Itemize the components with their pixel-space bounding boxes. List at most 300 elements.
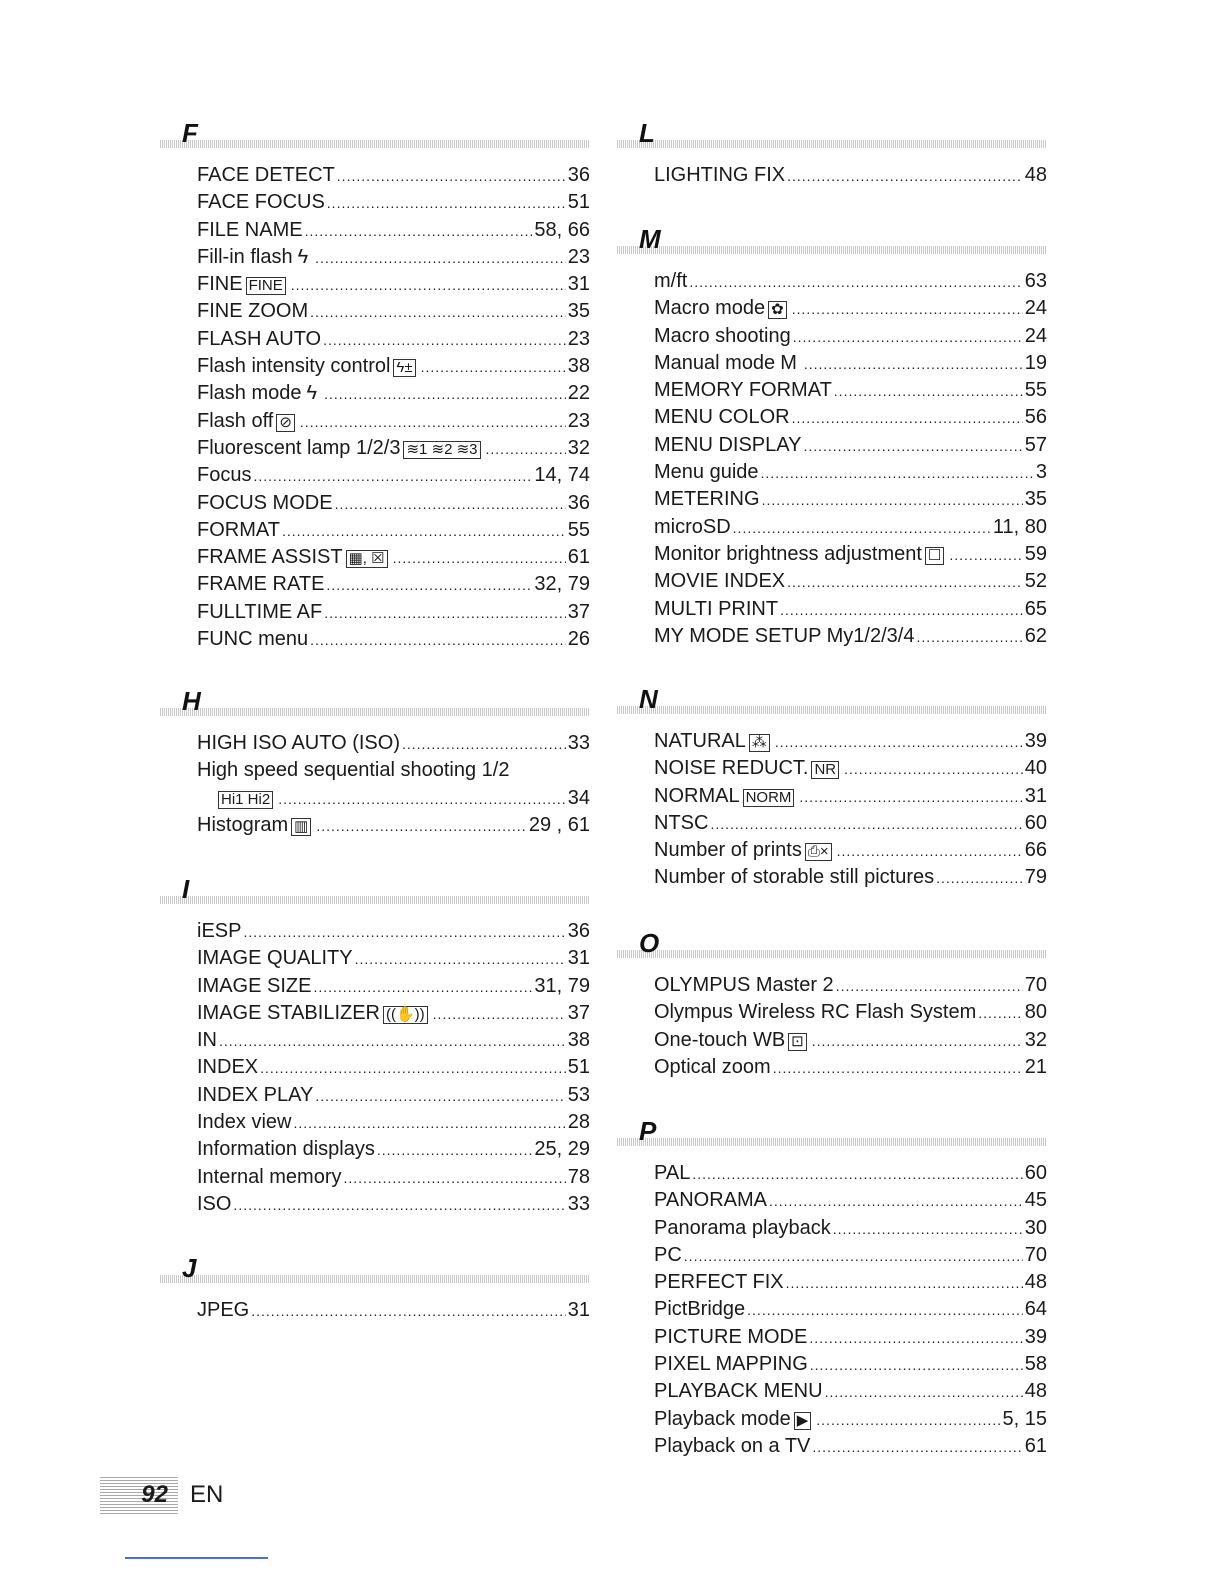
leader-dots — [793, 325, 1023, 348]
index-entry — [197, 219, 590, 246]
leader-dots — [310, 628, 566, 651]
index-entry — [197, 437, 590, 464]
entry-page: 60 — [1024, 811, 1047, 834]
entry-page: 21 — [1024, 1055, 1047, 1078]
leader-dots — [733, 516, 991, 539]
leader-dots — [834, 379, 1023, 402]
index-entry — [197, 1299, 590, 1326]
leader-dots — [978, 1001, 1022, 1024]
entry-label: PAL — [654, 1162, 691, 1184]
entry-label: OLYMPUS Master 2 — [654, 974, 834, 996]
page-number: 92 — [100, 1476, 178, 1514]
entry-page: 78 — [567, 1165, 590, 1188]
leader-dots — [337, 164, 566, 187]
entry-page: 11, 80 — [992, 515, 1047, 538]
entry-label: HIGH ISO AUTO (ISO) — [197, 732, 400, 754]
index-entry — [654, 379, 1047, 406]
leader-dots — [780, 598, 1023, 621]
entry-label: Flash intensity control — [197, 355, 391, 378]
index-entry — [197, 191, 590, 218]
stabilizer-icon: ((✋)) — [383, 1006, 428, 1024]
entry-label: FOCUS MODE — [197, 491, 333, 514]
normal-quality-icon: NORM — [743, 789, 795, 807]
leader-dots — [305, 219, 533, 242]
entry-label: m/ft — [654, 270, 688, 292]
print-count-icon: ⎙× — [805, 843, 832, 861]
entry-label: PLAYBACK MENU — [654, 1380, 823, 1403]
section-header — [617, 224, 1047, 260]
entry-page: 28 — [567, 1111, 590, 1134]
section-letter: F — [182, 118, 198, 148]
entry-label: MENU DISPLAY — [654, 433, 802, 456]
index-entry — [197, 246, 590, 273]
entry-label: IMAGE STABILIZER — [197, 1001, 380, 1024]
entry-label: Number of prints — [654, 839, 802, 862]
macro-icon: ✿ — [768, 301, 787, 319]
index-entry — [197, 1166, 590, 1193]
section-letter: H — [182, 686, 201, 716]
entry-label: Flash off — [197, 409, 274, 432]
index-section-p — [617, 1116, 1047, 1462]
entry-page: 37 — [567, 1001, 590, 1024]
index-entry — [197, 1002, 590, 1029]
entry-label: NTSC — [654, 811, 709, 834]
entry-label: MULTI PRINT — [654, 597, 779, 620]
leader-dots — [786, 1271, 1023, 1294]
entry-label: Histogram — [197, 813, 289, 836]
entry-label: NOISE REDUCT. — [654, 757, 809, 780]
entry-page: 79 — [1024, 866, 1047, 889]
index-entry — [654, 270, 1047, 297]
section-header — [160, 1253, 590, 1289]
index-entry — [197, 1111, 590, 1138]
flash-icon: ϟ — [306, 382, 318, 405]
index-section-j — [160, 1253, 590, 1326]
leader-dots — [949, 543, 1022, 566]
entry-page: 23 — [567, 409, 590, 432]
index-entry — [654, 1353, 1047, 1380]
index-entry — [197, 355, 590, 382]
index-entry — [654, 434, 1047, 461]
leader-dots — [294, 1111, 566, 1134]
entry-page: 61 — [1024, 1434, 1047, 1457]
entry-label: FINE — [197, 273, 243, 296]
leader-dots — [692, 1162, 1022, 1185]
entry-label: FULLTIME AF — [197, 600, 323, 623]
leader-dots — [787, 164, 1023, 187]
header-bar — [617, 950, 1047, 958]
entry-label: NATURAL — [654, 730, 746, 752]
entry-page: 19 — [1024, 351, 1047, 374]
entry-page: 65 — [1024, 597, 1047, 620]
entry-label: Playback mode — [654, 1407, 791, 1430]
leader-dots — [393, 546, 566, 569]
entry-list — [654, 1162, 1047, 1462]
entry-page: 70 — [1024, 974, 1047, 996]
entry-page: 63 — [1024, 270, 1047, 292]
entry-page: 70 — [1024, 1243, 1047, 1266]
entry-page: 31, 79 — [534, 974, 590, 997]
entry-list — [197, 732, 590, 841]
section-letter: I — [182, 874, 190, 904]
section-letter: J — [182, 1253, 197, 1283]
entry-label: INDEX — [197, 1056, 259, 1079]
leader-dots — [761, 461, 1034, 484]
entry-label: iESP — [197, 920, 242, 942]
entry-label: Fill-in flash — [197, 245, 293, 268]
entry-label: FILE NAME — [197, 218, 303, 241]
entry-page: 26 — [567, 628, 590, 651]
entry-label: PICTURE MODE — [654, 1325, 808, 1348]
entry-label: Menu guide — [654, 461, 759, 484]
leader-dots — [344, 1166, 566, 1189]
entry-label: Macro mode — [654, 297, 766, 320]
index-entry — [197, 814, 590, 841]
index-entry — [654, 1271, 1047, 1298]
entry-page: 38 — [567, 1029, 590, 1052]
leader-dots — [300, 410, 566, 433]
index-entry — [197, 1084, 590, 1111]
index-entry — [197, 382, 590, 409]
entry-list — [654, 164, 1047, 191]
entry-label: Flash mode — [197, 382, 302, 405]
index-entry — [654, 1408, 1047, 1435]
entry-page: 34 — [567, 786, 590, 809]
entry-list — [654, 974, 1047, 1083]
entry-label: MY MODE SETUP My1/2/3/4 — [654, 624, 915, 647]
leader-dots — [335, 492, 566, 515]
index-entry — [197, 759, 590, 786]
index-entry — [654, 730, 1047, 757]
index-entry — [197, 1193, 590, 1220]
index-entry — [654, 1029, 1047, 1056]
leader-dots — [825, 1380, 1023, 1403]
entry-label: FORMAT — [197, 518, 280, 541]
entry-page: 32 — [1024, 1028, 1047, 1051]
index-entry — [197, 628, 590, 655]
index-section-f — [160, 118, 590, 655]
index-section-n — [617, 684, 1047, 894]
entry-label: JPEG — [197, 1299, 250, 1321]
entry-page: 45 — [1024, 1189, 1047, 1212]
flash-off-icon: ⊘ — [276, 414, 295, 432]
leader-dots — [809, 1326, 1022, 1349]
entry-page: 55 — [567, 518, 590, 541]
index-entry — [197, 328, 590, 355]
entry-label: METERING — [654, 488, 760, 511]
entry-page: 57 — [1024, 433, 1047, 456]
section-letter: P — [639, 1116, 657, 1146]
entry-page: 60 — [1024, 1162, 1047, 1184]
leader-dots — [253, 464, 532, 487]
entry-page: 55 — [1024, 379, 1047, 402]
entry-label: FINE ZOOM — [197, 300, 309, 323]
entry-page: 32, 79 — [534, 573, 590, 596]
leader-dots — [355, 947, 566, 970]
leader-dots — [837, 839, 1023, 862]
index-entry — [197, 947, 590, 974]
entry-page: 24 — [1024, 324, 1047, 347]
entry-page: 48 — [1024, 164, 1047, 186]
entry-label: IMAGE QUALITY — [197, 947, 353, 970]
index-section-i — [160, 874, 590, 1220]
index-entry — [654, 352, 1047, 379]
link-underline — [125, 1557, 268, 1559]
high-speed-icon: Hi1 Hi2 — [218, 791, 273, 809]
section-letter: O — [639, 928, 660, 958]
section-header — [617, 1116, 1047, 1152]
entry-page: 31 — [1024, 784, 1047, 807]
index-entry — [654, 406, 1047, 433]
section-header — [160, 874, 590, 910]
header-bar — [160, 896, 590, 904]
entry-label: FLASH AUTO — [197, 327, 322, 350]
leader-dots — [326, 573, 532, 596]
entry-label: Manual mode — [654, 351, 776, 374]
index-section-m — [617, 224, 1047, 652]
entry-page: 51 — [567, 191, 590, 214]
leader-dots — [219, 1029, 566, 1052]
leader-dots — [402, 732, 566, 755]
leader-dots — [773, 1056, 1023, 1079]
leader-dots — [421, 355, 566, 378]
index-entry — [197, 1138, 590, 1165]
one-touch-wb-icon: ⊡ — [788, 1033, 807, 1051]
header-bar — [160, 140, 590, 148]
index-entry — [197, 164, 590, 191]
index-entry — [197, 410, 590, 437]
index-entry — [654, 812, 1047, 839]
leader-dots — [936, 866, 1023, 889]
leader-dots — [315, 246, 566, 269]
entry-label: Panorama playback — [654, 1216, 831, 1239]
index-entry — [654, 785, 1047, 812]
entry-label: FRAME RATE — [197, 573, 325, 596]
index-entry — [197, 1029, 590, 1056]
index-entry — [197, 492, 590, 519]
entry-page: 36 — [567, 920, 590, 942]
entry-page: 61 — [567, 546, 590, 569]
leader-dots — [812, 1435, 1022, 1458]
index-entry — [654, 164, 1047, 191]
entry-label: Fluorescent lamp 1/2/3 — [197, 436, 401, 459]
entry-page: 14, 74 — [534, 464, 590, 487]
header-bar — [160, 708, 590, 716]
entry-page: 33 — [567, 732, 590, 754]
entry-page: 62 — [1024, 624, 1047, 647]
entry-label: FACE DETECT — [197, 164, 335, 186]
entry-label: High speed sequential shooting 1/2 — [197, 759, 510, 782]
header-bar — [617, 246, 1047, 254]
fluorescent-icon: ≋1 ≋2 ≋3 — [403, 441, 480, 459]
entry-page: 58 — [1024, 1353, 1047, 1376]
index-entry — [197, 573, 590, 600]
index-entry — [654, 757, 1047, 784]
language-label: EN — [190, 1481, 224, 1508]
index-entry — [654, 1189, 1047, 1216]
entry-list — [197, 164, 590, 655]
entry-page: 40 — [1024, 757, 1047, 780]
header-bar — [617, 140, 1047, 148]
index-section-h — [160, 686, 590, 841]
noise-reduction-icon: NR — [811, 761, 839, 779]
leader-dots — [243, 920, 565, 943]
index-entry — [654, 1298, 1047, 1325]
entry-page: 35 — [1024, 488, 1047, 511]
entry-label: NORMAL — [654, 784, 740, 807]
entry-label: PC — [654, 1243, 682, 1266]
entry-page: 29 , 61 — [528, 813, 590, 836]
entry-page: 31 — [567, 273, 590, 296]
header-bar — [617, 706, 1047, 714]
index-entry — [197, 732, 590, 759]
leader-dots — [324, 601, 566, 624]
leader-dots — [233, 1193, 565, 1216]
entry-label: PictBridge — [654, 1298, 746, 1321]
leader-dots — [689, 270, 1022, 293]
entry-label: Optical zoom — [654, 1055, 771, 1078]
entry-label: FACE FOCUS — [197, 191, 325, 214]
entry-label: IMAGE SIZE — [197, 974, 312, 997]
section-header — [160, 118, 590, 154]
index-entry — [654, 488, 1047, 515]
index-entry — [654, 461, 1047, 488]
entry-label: Internal memory — [197, 1165, 342, 1188]
index-entry — [654, 325, 1047, 352]
entry-label: microSD — [654, 515, 731, 538]
entry-list — [654, 270, 1047, 652]
leader-dots — [433, 1002, 566, 1025]
leader-dots — [278, 787, 566, 810]
leader-dots — [844, 757, 1023, 780]
entry-page: 37 — [567, 600, 590, 623]
entry-label: Index view — [197, 1111, 292, 1134]
leader-dots — [762, 488, 1023, 511]
entry-page: 33 — [567, 1192, 590, 1215]
entry-page: 24 — [1024, 297, 1047, 320]
section-header — [160, 686, 590, 722]
index-section-o — [617, 928, 1047, 1083]
leader-dots — [324, 382, 566, 405]
index-entry — [654, 1435, 1047, 1462]
section-header — [617, 684, 1047, 720]
section-letter: L — [639, 118, 655, 148]
entry-page: 32 — [567, 436, 590, 459]
index-entry — [197, 273, 590, 300]
entry-label: Macro shooting — [654, 324, 791, 347]
entry-page: 48 — [1024, 1271, 1047, 1294]
entry-page: 3 — [1035, 461, 1047, 484]
section-header — [617, 928, 1047, 964]
entry-label: PERFECT FIX — [654, 1271, 784, 1294]
entry-page: 53 — [567, 1083, 590, 1106]
entry-page: 36 — [567, 491, 590, 514]
entry-page: 66 — [1024, 839, 1047, 862]
index-entry — [654, 866, 1047, 893]
monitor-brightness-icon: ☐ — [925, 547, 944, 565]
manual-mode-icon: M — [780, 351, 797, 374]
leader-dots — [833, 1217, 1023, 1240]
leader-dots — [486, 437, 566, 460]
entry-page: 31 — [567, 1299, 590, 1321]
index-entry — [197, 920, 590, 947]
leader-dots — [291, 273, 566, 296]
index-entry — [654, 1326, 1047, 1353]
entry-page: 35 — [567, 300, 590, 323]
entry-list — [654, 730, 1047, 894]
index-entry — [654, 1056, 1047, 1083]
index-entry — [654, 1244, 1047, 1271]
entry-page: 39 — [1024, 1325, 1047, 1348]
leader-dots — [916, 625, 1022, 648]
index-entry — [654, 598, 1047, 625]
index-entry — [654, 1162, 1047, 1189]
histogram-icon: ▥ — [291, 818, 311, 836]
entry-page: 25, 29 — [534, 1138, 590, 1161]
leader-dots — [836, 974, 1023, 997]
header-bar — [617, 1138, 1047, 1146]
entry-page: 22 — [567, 382, 590, 405]
entry-label: FRAME ASSIST — [197, 546, 343, 569]
entry-list — [197, 1299, 590, 1326]
leader-dots — [792, 406, 1023, 429]
entry-page: 51 — [567, 1056, 590, 1079]
leader-dots — [684, 1244, 1023, 1267]
entry-label: Monitor brightness adjustment — [654, 542, 922, 565]
leader-dots — [775, 730, 1023, 753]
flash-icon: ϟ — [297, 245, 309, 268]
natural-icon: ⁂ — [749, 734, 770, 752]
leader-dots — [799, 785, 1022, 808]
leader-dots — [804, 352, 1023, 375]
leader-dots — [313, 975, 532, 998]
section-letter: N — [639, 684, 658, 714]
entry-label: MEMORY FORMAT — [654, 379, 832, 402]
frame-assist-icon: ▦, ☒ — [346, 550, 388, 568]
entry-label: Information displays — [197, 1138, 375, 1161]
index-entry — [197, 464, 590, 491]
leader-dots — [787, 570, 1023, 593]
index-entry — [654, 516, 1047, 543]
leader-dots — [260, 1056, 566, 1079]
page-footer — [100, 1476, 223, 1514]
entry-page: 23 — [567, 245, 590, 268]
entry-page: 23 — [567, 327, 590, 350]
entry-label: Olympus Wireless RC Flash System — [654, 1001, 977, 1024]
index-entry — [654, 570, 1047, 597]
entry-label: MENU COLOR — [654, 406, 790, 429]
section-letter: M — [639, 224, 661, 254]
entry-label: PIXEL MAPPING — [654, 1353, 808, 1376]
leader-dots — [803, 434, 1022, 457]
index-entry — [654, 1217, 1047, 1244]
index-entry — [654, 1001, 1047, 1028]
leader-dots — [327, 191, 566, 214]
index-entry — [197, 975, 590, 1002]
section-header — [617, 118, 1047, 154]
entry-page: 56 — [1024, 406, 1047, 429]
entry-label: Playback on a TV — [654, 1434, 811, 1457]
index-entry — [654, 974, 1047, 1001]
index-entry — [654, 297, 1047, 324]
index-entry — [654, 625, 1047, 652]
leader-dots — [769, 1189, 1023, 1212]
index-entry — [197, 519, 590, 546]
leader-dots — [747, 1298, 1023, 1321]
entry-page: 5, 15 — [1002, 1407, 1047, 1430]
flash-intensity-icon: ϟ± — [393, 359, 415, 377]
entry-page: 48 — [1024, 1380, 1047, 1403]
